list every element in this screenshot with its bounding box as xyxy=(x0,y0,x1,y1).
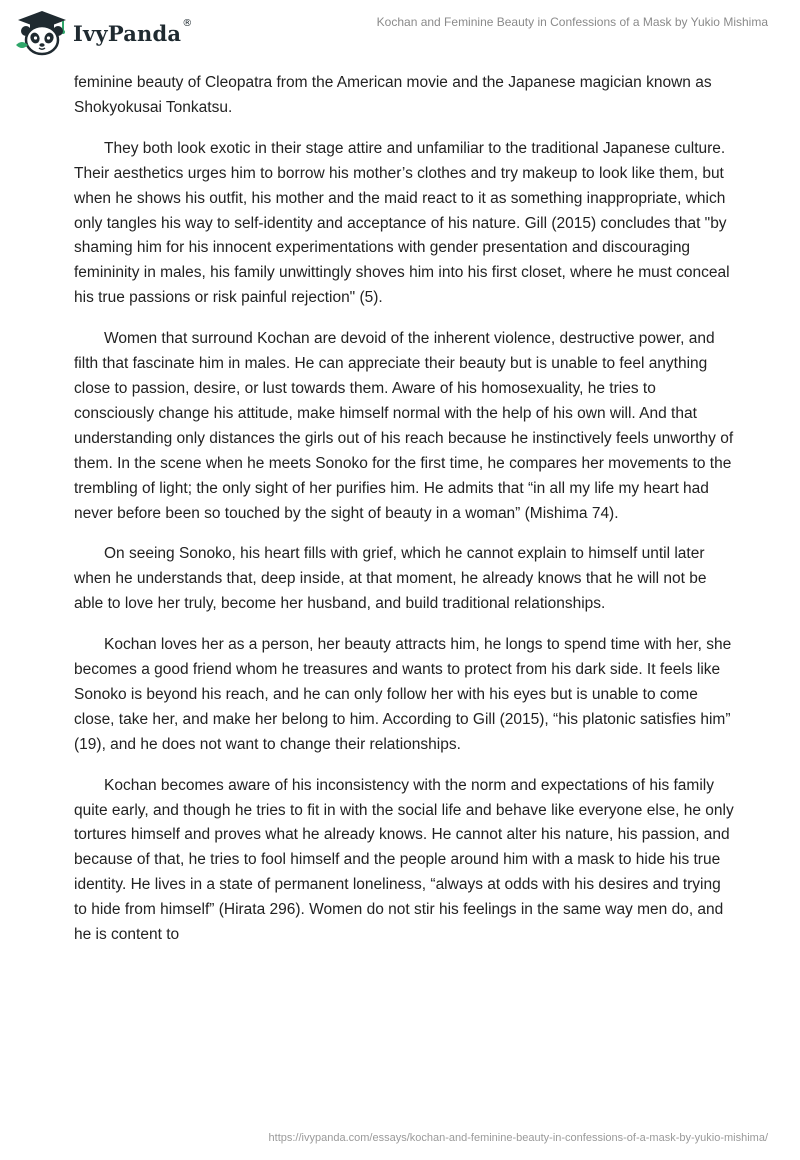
registered-mark: ® xyxy=(182,17,193,29)
page-header xyxy=(0,0,800,64)
source-url-link[interactable]: https://ivypanda.com/essays/kochan-and-feminine-beauty-in-confessions-of-a-mask-by-yukio-mishima/ xyxy=(268,1132,768,1144)
essay-body xyxy=(74,71,734,964)
paragraph-6: Kochan becomes aware of his inconsistency with the norm and expectations of his family quite early, and though he tries to fit in with the social life and behave like everyone else, he only tortures himself and proves what he already knows. He cannot alter his nature, his passion, and because of that, he tries to fool himself and the people around him with a mask to hide his true identity. He lives in a state of permanent loneliness, “always at odds with his desires and trying to hide from himself” (Hirata 296). Women do not stir his feelings in the same way men do, and he is content to xyxy=(74,776,734,944)
ivypanda-logo[interactable] xyxy=(14,9,192,57)
document-title: Kochan and Feminine Beauty in Confessions of a Mask by Yukio Mishima xyxy=(376,15,768,29)
paragraph-3: Women that surround Kochan are devoid of the inherent violence, destructive power, and filth that fascinate him in males. He can appreciate their beauty but is unable to feel anything close to passion, desire, or lust towards them. Aware of his homosexuality, he tries to consciously change his attitude, make himself normal with the help of his own will. And that understanding only distances the girls out of his reach because he instinctively feels unworthy of them. In the scene when he meets Sonoko for the first time, he compares her movements to the trembling of light; the only sight of her purifies him. He admits that “in all my life my heart had never before been so touched by the sight of beauty in a woman” (Mishima 74). xyxy=(74,330,734,522)
paragraph-1: feminine beauty of Cleopatra from the American movie and the Japanese magician known as Shokyokusai Tonkatsu. xyxy=(74,74,712,116)
brand-name xyxy=(73,17,193,46)
paragraph-4: On seeing Sonoko, his heart fills with grief, which he cannot explain to himself until later when he understands that, deep inside, at that moment, he already knows that he will not be able to love her truly, become her husband, and build traditional relationships. xyxy=(74,545,707,613)
paragraph-2: They both look exotic in their stage attire and unfamiliar to the traditional Japanese culture. Their aesthetics urges him to borrow his mother’s clothes and try makeup to look like them, but when he shows his outfit, his mother and the maid react to it as something inappropriate, which only tangles his way to self-identity and acceptance of his nature. Gill (2015) concludes that "by shaming him for his innocent experimentations with gender presentation and discouraging femininity in males, his family unwittingly shoves him into his first closet, where he must conceal his true passions or risk painful rejection" (5). xyxy=(74,139,730,307)
brand-name-text: IvyPanda xyxy=(73,20,182,46)
panda-graduation-cap-icon xyxy=(14,9,70,57)
paragraph-5: Kochan loves her as a person, her beauty attracts him, he longs to spend time with her, she becomes a good friend whom he treasures and wants to protect from his dark side. It feels like Sonoko is beyond his reach, and he can only follow her with his eyes but is unable to come close, take her, and make her belong to him. According to Gill (2015), “his platonic satisfies him” (19), and he does not want to change their relationships. xyxy=(74,636,732,753)
